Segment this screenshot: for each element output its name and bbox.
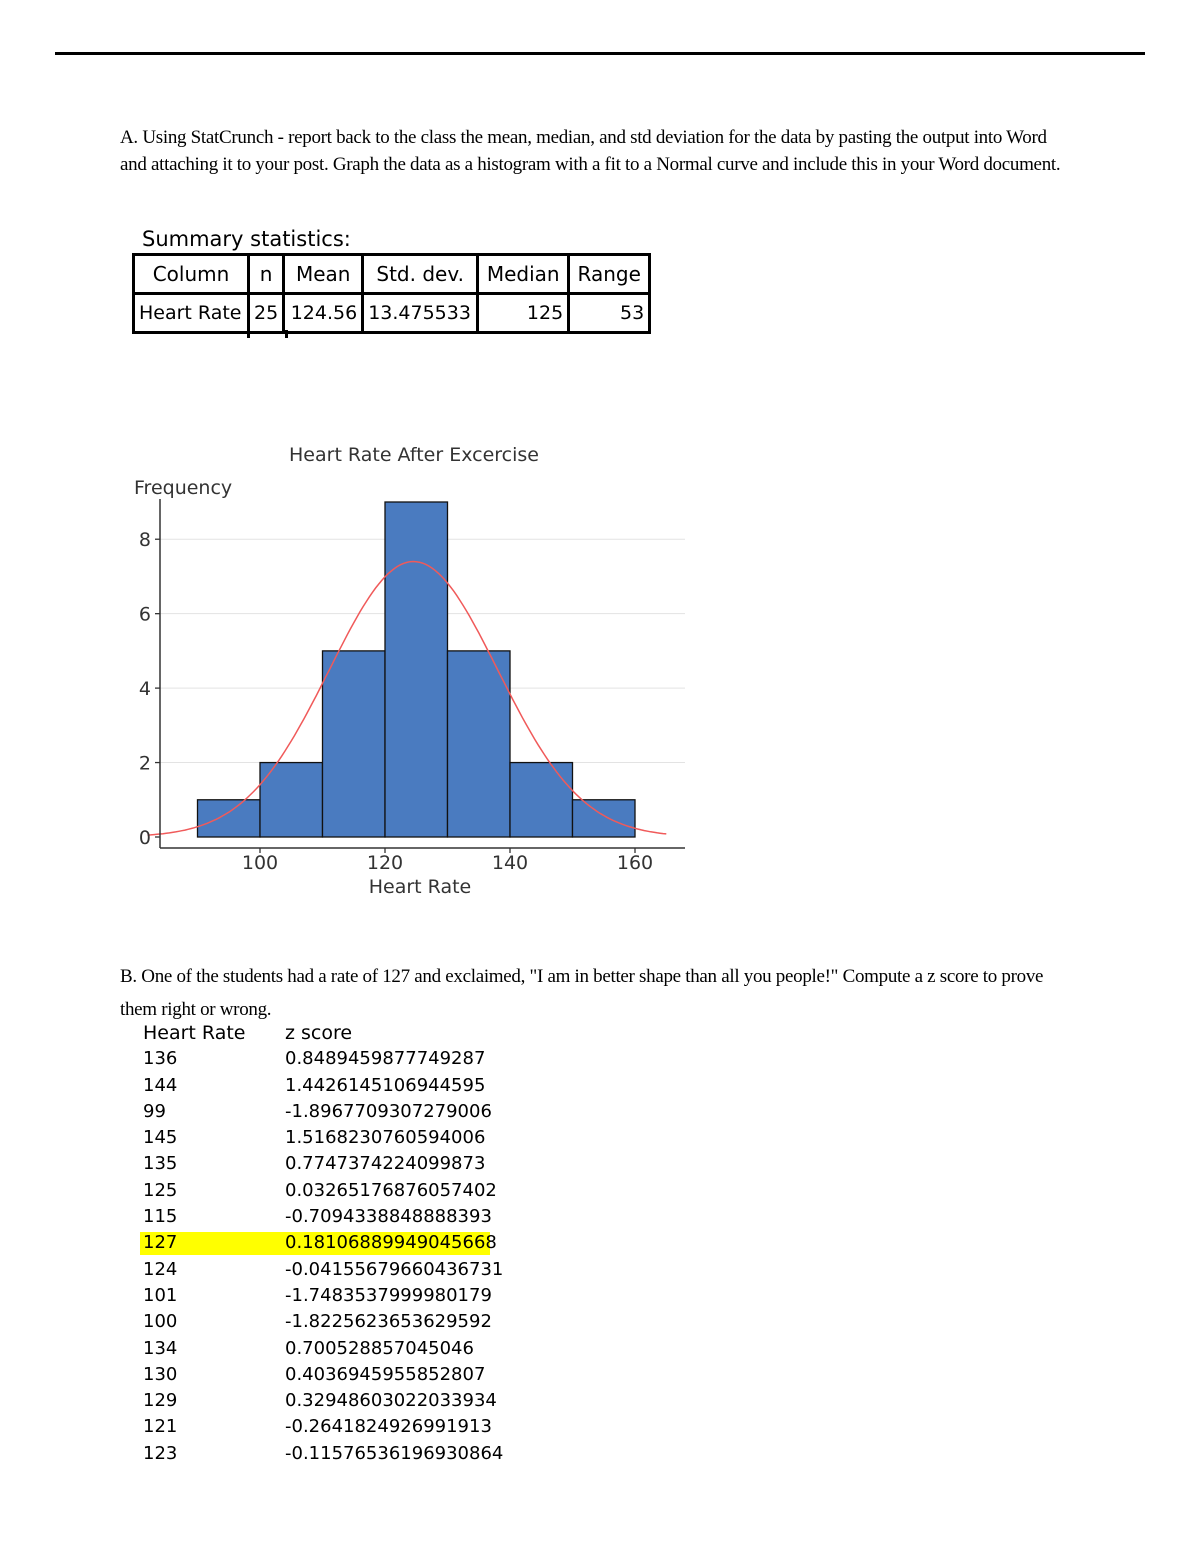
- heart-rate-value: 115: [143, 1206, 178, 1228]
- z-score-value: 1.5168230760594006: [285, 1127, 486, 1149]
- header-std-dev: Std. dev.: [363, 255, 478, 294]
- cell-n: 25: [249, 294, 284, 333]
- y-tick-label: 8: [138, 529, 151, 552]
- x-tick-label: 160: [616, 852, 654, 874]
- header-mean: Mean: [284, 255, 363, 294]
- chart-title: Heart Rate After Excercise: [289, 444, 539, 466]
- cell-range: 53: [569, 294, 650, 333]
- zscore-row: [140, 1283, 490, 1309]
- heart-rate-value: 125: [143, 1179, 178, 1201]
- heart-rate-value: 100: [143, 1311, 178, 1333]
- z-score-value: -0.7094338848888393: [285, 1206, 492, 1228]
- y-axis-label: Frequency: [134, 477, 233, 499]
- zscore-row: [140, 1073, 490, 1099]
- histogram-chart: [120, 430, 720, 910]
- question-b-text: B. One of the students had a rate of 127 and exclaimed, "I am in better shape than all you people!" Compute a z score to prove them right or wrong.: [120, 966, 1044, 1020]
- z-score-value: 0.7747374224099873: [285, 1153, 486, 1175]
- zscore-header-row: [140, 1020, 490, 1046]
- zscore-row: [140, 1125, 490, 1151]
- z-score-value: 0.32948603022033934: [285, 1390, 497, 1412]
- header-column: Column: [134, 255, 249, 294]
- zscore-row: [140, 1362, 490, 1388]
- z-score-value: -0.11576536196930864: [285, 1442, 504, 1464]
- top-rule: [55, 52, 1145, 55]
- summary-table: [132, 253, 651, 334]
- histogram-bar: [573, 800, 636, 837]
- zscore-row: [140, 1414, 490, 1440]
- y-tick-label: 2: [138, 752, 151, 775]
- x-tick-label: 120: [366, 852, 404, 874]
- zscore-row: [140, 1178, 497, 1204]
- heart-rate-value: 129: [143, 1390, 178, 1412]
- zscore-row: [140, 1388, 497, 1414]
- z-score-value: -1.7483537999980179: [285, 1284, 492, 1306]
- zscore-row: [140, 1204, 490, 1230]
- summary-title: Summary statistics:: [142, 227, 351, 251]
- z-score-value: 0.4036945955852807: [285, 1363, 486, 1385]
- x-tick-label: 140: [491, 852, 529, 874]
- histogram-bar: [510, 763, 573, 837]
- heart-rate-value: 130: [143, 1363, 178, 1385]
- x-tick-label: 100: [241, 852, 279, 874]
- zscore-table: [140, 1020, 504, 1467]
- zscore-row-highlighted: [140, 1230, 497, 1256]
- header-median: Median: [478, 255, 569, 294]
- cell-std-dev: 13.475533: [363, 294, 478, 333]
- cell-column: Heart Rate: [134, 294, 249, 333]
- table-extension-line: [285, 330, 288, 338]
- z-score-value: -0.2641824926991913: [285, 1416, 492, 1438]
- zscore-row: [140, 1441, 504, 1467]
- z-score-value: 0.18106889949045668: [285, 1232, 497, 1254]
- heart-rate-value: 123: [143, 1442, 178, 1464]
- cell-mean: 124.56: [284, 294, 363, 333]
- zscore-row: [140, 1099, 490, 1125]
- heart-rate-value: 99: [143, 1100, 166, 1122]
- table-extension-line: [247, 330, 250, 338]
- heart-rate-value: 135: [143, 1153, 178, 1175]
- header-n: n: [249, 255, 284, 294]
- y-tick-label: 0: [138, 827, 151, 849]
- cell-median: 125: [478, 294, 569, 333]
- z-score-value: 1.4426145106944595: [285, 1074, 486, 1096]
- heart-rate-value: 101: [143, 1284, 178, 1306]
- zscore-row: [140, 1309, 490, 1335]
- heart-rate-value: 136: [143, 1048, 178, 1070]
- histogram-bar: [198, 800, 261, 837]
- heart-rate-value: 124: [143, 1258, 178, 1280]
- z-score-value: 0.8489459877749287: [285, 1048, 486, 1070]
- histogram-bar: [323, 651, 386, 837]
- heart-rate-value: 121: [143, 1416, 178, 1438]
- histogram-bar: [385, 502, 448, 837]
- z-score-value: 0.700528857045046: [285, 1337, 474, 1359]
- z-score-value: -1.8225623653629592: [285, 1311, 492, 1333]
- question-a-text: A. Using StatCrunch - report back to the class the mean, median, and std deviation for the data by pasting the output into Word and attaching it to your post. Graph the data as a histogram with a fit to a Normal curve and include this in your Word document.: [120, 127, 1061, 175]
- z-score-header: z score: [285, 1022, 353, 1044]
- y-tick-label: 4: [138, 678, 151, 701]
- z-score-value: 0.03265176876057402: [285, 1179, 497, 1201]
- summary-header-row: [134, 255, 650, 294]
- z-score-value: -0.04155679660436731: [285, 1258, 504, 1280]
- heart-rate-value: 144: [143, 1074, 178, 1096]
- histogram-bar: [448, 651, 511, 837]
- z-score-value: -1.8967709307279006: [285, 1100, 492, 1122]
- heart-rate-header: Heart Rate: [143, 1022, 246, 1044]
- header-range: Range: [569, 255, 650, 294]
- heart-rate-value: 145: [143, 1127, 178, 1149]
- zscore-row: [140, 1257, 504, 1283]
- zscore-row: [140, 1336, 490, 1362]
- zscore-row: [140, 1046, 490, 1072]
- histogram-svg: [120, 430, 720, 910]
- summary-data-row: [134, 294, 650, 333]
- zscore-row: [140, 1151, 490, 1177]
- heart-rate-value: 134: [143, 1337, 178, 1359]
- x-axis-label: Heart Rate: [368, 876, 472, 898]
- heart-rate-value: 127: [143, 1232, 178, 1254]
- y-tick-label: 6: [138, 603, 151, 626]
